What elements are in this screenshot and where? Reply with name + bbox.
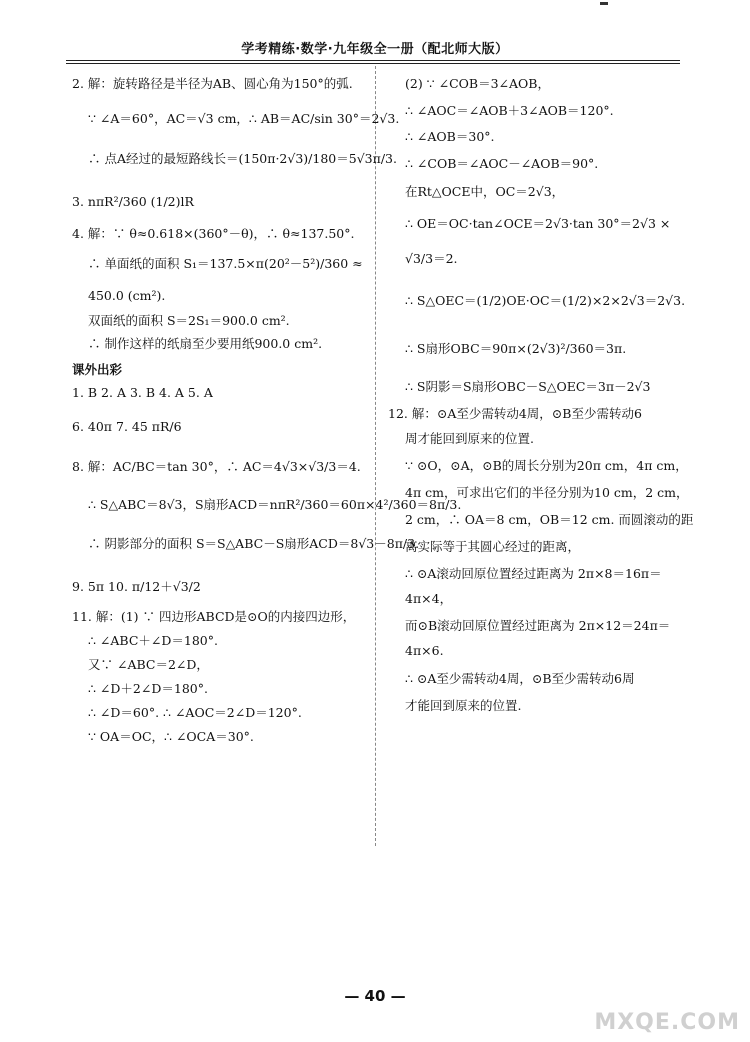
right-line: ∴ OE＝OC·tan∠OCE＝2√3·tan 30°＝2√3 × xyxy=(405,216,671,231)
section-title: 课外出彩 xyxy=(72,362,123,377)
left-line: 又∵ ∠ABC＝2∠D， xyxy=(88,657,209,672)
header-rule-thin xyxy=(66,63,680,64)
watermark-logo: MXQE.COM xyxy=(594,1010,740,1035)
left-line: ∵ OA＝OC，∴ ∠OCA＝30°. xyxy=(88,729,254,744)
header-rule xyxy=(66,60,680,61)
right-line: 在Rt△OCE中，OC＝2√3， xyxy=(405,184,565,199)
left-line: ∴ 单面纸的面积 S₁＝137.5×π(20²－5²)/360 ≈ xyxy=(88,256,363,271)
right-line: 2 cm，∴ OA＝8 cm，OB＝12 cm. 而圆滚动的距 xyxy=(405,512,694,527)
left-line: ∵ ∠A＝60°，AC＝√3 cm，∴ AB＝AC/sin 30°＝2√3. xyxy=(88,111,400,126)
right-line: ∵ ⊙O，⊙A，⊙B的周长分别为20π cm，4π cm， xyxy=(405,458,688,473)
right-line: √3/3＝2. xyxy=(405,251,458,266)
right-line: ∴ ∠AOB＝30°. xyxy=(405,129,495,144)
right-line: 4π cm，可求出它们的半径分别为10 cm，2 cm， xyxy=(405,485,689,500)
left-line: 450.0 (cm²). xyxy=(88,288,166,303)
left-line: ∴ 阴影部分的面积 S＝S△ABC－S扇形ACD＝8√3－8π/3. xyxy=(88,536,420,551)
right-line: 12. 解：⊙A至少需转动4周，⊙B至少需转动6 xyxy=(388,406,642,421)
left-line: ∴ ∠D＝60°. ∴ ∠AOC＝2∠D＝120°. xyxy=(88,705,302,720)
page-header: 学考精练·数学·九年级全一册（配北师大版） xyxy=(241,42,509,57)
left-line: ∴ ∠ABC＋∠D＝180°. xyxy=(88,633,218,648)
right-line: ∴ ⊙A滚动回原位置经过距离为 2π×8＝16π＝ xyxy=(405,566,662,581)
left-line: 双面纸的面积 S＝2S₁＝900.0 cm². xyxy=(88,313,290,328)
right-line: (2) ∵ ∠COB＝3∠AOB， xyxy=(405,76,550,91)
left-line: 8. 解：AC/BC＝tan 30°，∴ AC＝4√3×√3/3＝4. xyxy=(72,459,361,474)
right-line: 周才能回到原来的位置. xyxy=(405,431,534,446)
left-line: 3. nπR²/360 (1/2)lR xyxy=(72,194,194,209)
right-line: ∴ ∠COB＝∠AOC－∠AOB＝90°. xyxy=(405,156,599,171)
left-line: 9. 5π 10. π/12＋√3/2 xyxy=(72,579,201,594)
left-line: ∴ 制作这样的纸扇至少要用纸900.0 cm². xyxy=(88,336,323,351)
left-line: 6. 40π 7. 45 πR/6 xyxy=(72,419,182,434)
right-line: ∴ ⊙A至少需转动4周，⊙B至少需转动6周 xyxy=(405,671,635,686)
left-line: ∴ 点A经过的最短路线长＝(150π·2√3)/180＝5√3π/3. xyxy=(88,151,397,166)
left-line: ∴ ∠D＋2∠D＝180°. xyxy=(88,681,208,696)
left-line: 11. 解：(1) ∵ 四边形ABCD是⊙O的内接四边形， xyxy=(72,609,356,624)
right-line: 离实际等于其圆心经过的距离， xyxy=(405,539,581,554)
right-line: 才能回到原来的位置. xyxy=(405,698,522,713)
right-line: ∴ ∠AOC＝∠AOB＋3∠AOB＝120°. xyxy=(405,103,614,118)
scan-mark xyxy=(600,2,608,5)
left-line: 4. 解：∵ θ≈0.618×(360°－θ)，∴ θ≈137.50°. xyxy=(72,226,355,241)
right-line: ∴ S△OEC＝(1/2)OE·OC＝(1/2)×2×2√3＝2√3. xyxy=(405,293,686,308)
right-line: ∴ S阴影＝S扇形OBC－S△OEC＝3π－2√3 xyxy=(405,379,651,394)
left-line: 2. 解：旋转路径是半径为AB、圆心角为150°的弧. xyxy=(72,76,353,91)
left-line: 1. B 2. A 3. B 4. A 5. A xyxy=(72,385,213,400)
column-divider xyxy=(375,66,376,846)
right-line: ∴ S扇形OBC＝90π×(2√3)²/360＝3π. xyxy=(405,341,627,356)
right-line: 而⊙B滚动回原位置经过距离为 2π×12＝24π＝ xyxy=(405,618,671,633)
right-line: 4π×6. xyxy=(405,643,444,658)
page-number: — 40 — xyxy=(344,987,406,1005)
left-line: ∴ S△ABC＝8√3，S扇形ACD＝nπR²/360＝60π×4²/360＝8π/3. xyxy=(88,497,462,512)
right-line: 4π×4， xyxy=(405,591,453,606)
